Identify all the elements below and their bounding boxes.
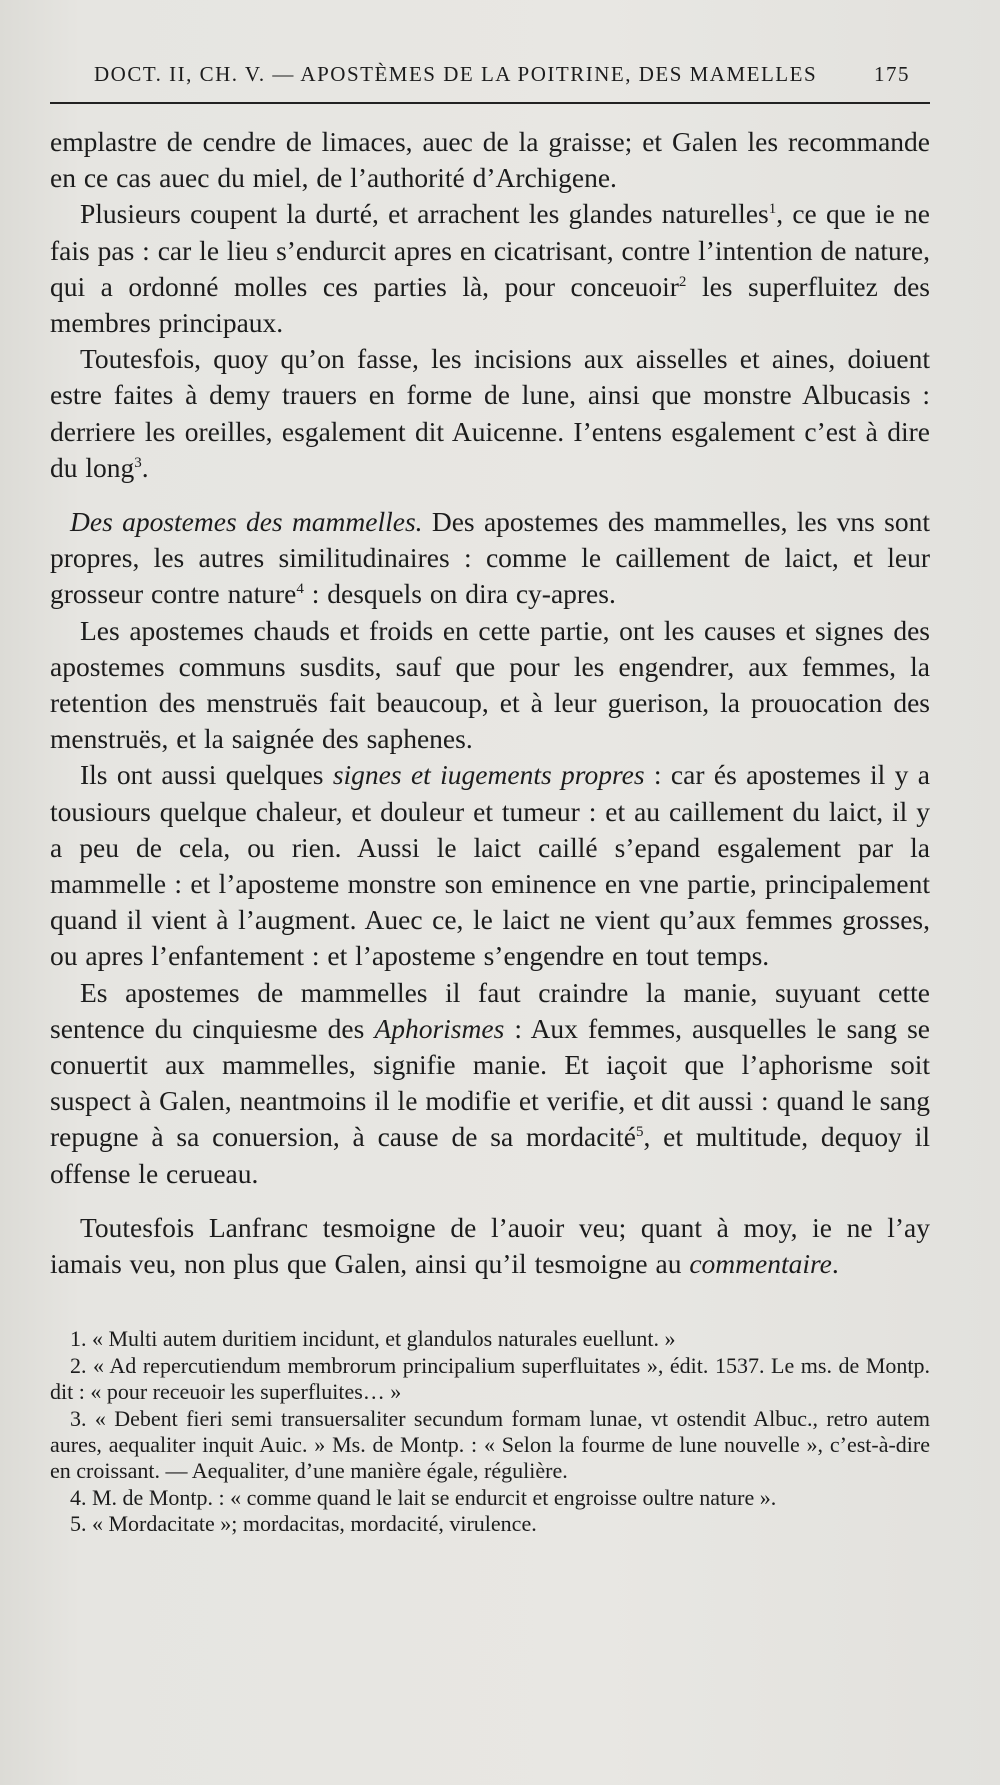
footnotes	[50, 1326, 930, 1537]
footnote-ref-1: 1	[768, 201, 777, 218]
running-head	[50, 62, 930, 92]
header-rule	[50, 102, 930, 104]
paragraph-8-text-a: Toutesfois Lanfranc tesmoigne de l’auoir veu; quant à moy, ie ne l’ay iamais veu, non plus que Galen, ainsi qu’il tesmoigne au	[50, 1211, 930, 1280]
paragraph-6	[50, 757, 930, 974]
paragraph-2-text-c: les superfluitez des membres principaux.	[50, 270, 930, 339]
paragraph-7-italic: Aphorismes	[374, 1012, 505, 1044]
footnote-4: 4. M. de Montp. : « comme quand le lait se endurcit et engroisse oultre nature ».	[70, 1484, 777, 1510]
paragraph-4-text-b: : desquels on dira cy-apres.	[303, 578, 616, 610]
paragraph-7-text-a: Es apostemes de mammelles il faut craindre la manie, suyuant cette sentence du cinquiesme des	[50, 976, 930, 1044]
footnote-5: 5. « Mordacitate »; mordacitas, mordacité, virulence.	[70, 1511, 537, 1537]
footnote-3: 3. « Debent fieri semi transuersaliter secundum formam lunae, vt ostendit Albuc., retro autem aures, aequaliter inquit Auic. » Ms. de Montp. : « Selon la fourme de lune nouvelle », c’est-à-dire en croissant. — Aequaliter, d’une manière égale, régulière.	[50, 1405, 930, 1484]
footnote-ref-3: 3	[134, 454, 142, 471]
paragraph-4	[50, 504, 930, 613]
paragraph-3-text-a: Toutesfois, quoy qu’on fasse, les incisions aux aisselles et aines, doiuent estre faites à demy trauers en forme de lune, ainsi que monstre Albucasis : derriere les oreilles, esgalement dit Auicenne. I’entens esgalement c’est à dire du long	[50, 343, 930, 483]
paragraph-7-text-c: , et multitude, dequoy il offense le cerueau.	[50, 1121, 930, 1189]
main-text	[50, 124, 930, 1282]
page-number: 175	[874, 62, 910, 86]
footnote-ref-5: 5	[635, 1124, 644, 1141]
paragraph-6-text-b: : car és apostemes il y a tousiours quelque chaleur, et douleur et tumeur : et au caillement du laict, il y a peu de cela, ou rien. Aussi le laict caillé s’epand esgalement par la mammelle : et l’aposteme monstre son eminence en vne partie, principalement quand il vient à l’augment. Auec ce, le laict ne vient qu’aux femmes grosses, ou apres l’enfantement : et l’aposteme s’engendre en tout temps.	[50, 759, 930, 972]
footnote-2: 2. « Ad repercutiendum membrorum principalium superfluitates », édit. 1537. Le ms. de Montp. dit : « pour receuoir les superfluites… »	[50, 1352, 930, 1405]
footnote-ref-4: 4	[296, 581, 304, 598]
paragraph-8	[50, 1210, 930, 1282]
section-heading: Des apostemes des mammelles.	[70, 506, 423, 538]
paragraph-2	[50, 196, 930, 341]
footnote-ref-2: 2	[678, 273, 687, 290]
paragraph-3-text-b: .	[141, 451, 149, 483]
running-head-title: DOCT. II, CH. V. — APOSTÈMES DE LA POITRINE, DES MAMELLES	[94, 62, 818, 86]
paragraph-1-text: emplastre de cendre de limaces, auec de la graisse; et Galen les recommande en ce cas auec du miel, de l’authorité d’Archigene.	[50, 126, 930, 194]
footnote-1: 1. « Multi autem duritiem incidunt, et glandulos naturales euellunt. »	[70, 1326, 676, 1352]
paragraph-8-italic: commentaire	[689, 1248, 832, 1280]
paragraph-8-text-b: .	[831, 1248, 839, 1280]
paragraph-7	[50, 975, 930, 1192]
paragraph-6-italic: signes et iugements propres	[332, 759, 645, 791]
paragraph-2-text-a: Plusieurs coupent la durté, et arrachent les glandes naturelles	[80, 198, 769, 230]
paragraph-6-text-a: Ils ont aussi quelques	[80, 759, 333, 791]
paragraph-3	[50, 341, 930, 486]
paragraph-4-text-a: Des apostemes des mammelles, les vns sont propres, les autres similitudinaires : comme le caillement de laict, et leur grosseur contre nature	[50, 506, 930, 610]
paragraph-1	[50, 124, 930, 196]
paragraph-2-text-b: , ce que ie ne fais pas : car le lieu s’endurcit apres en cicatrisant, contre l’intention de nature, qui a ordonné molles ces parties là, pour conceuoir	[50, 198, 930, 302]
paragraph-7-text-b: : Aux femmes, ausquelles le sang se conuertit aux mammelles, signifie manie. Et iaçoit que l’aphorisme soit suspect à Galen, neantmoins il le modifie et verifie, et dit aussi : quand le sang repugne à sa conuersion, à cause de sa mordacité	[50, 1012, 930, 1153]
paragraph-5	[50, 613, 930, 758]
paragraph-5-text: Les apostemes chauds et froids en cette partie, ont les causes et signes des apostemes communs susdits, sauf que pour les engendrer, aux femmes, la retention des menstruës fait beaucoup, et à leur guerison, la prouocation des menstruës, et la saignée des saphenes.	[50, 614, 930, 755]
